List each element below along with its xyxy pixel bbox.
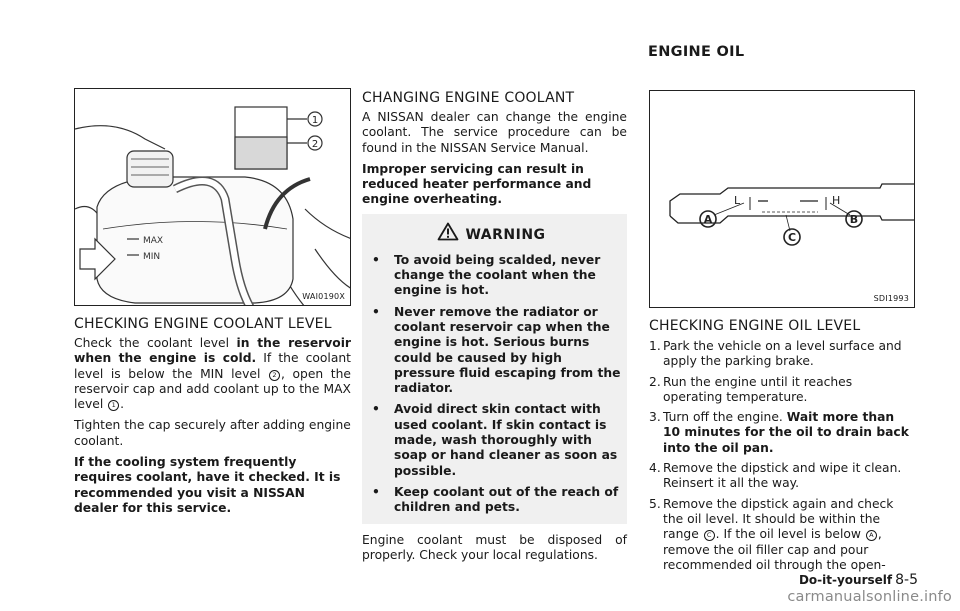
list-item: 1. Park the vehicle on a level surface and apply the parking brake. (649, 339, 902, 369)
warning-item: • Keep coolant out of the reach of children and pets. (372, 484, 619, 515)
dipstick-label-l: L (734, 194, 741, 207)
watermark: carmanualsonline.info (787, 589, 952, 605)
section-title: ENGINE OIL (648, 44, 745, 60)
warning-item: • To avoid being scalded, never change the coolant when the engine is hot. (372, 252, 601, 298)
paragraph-bold: Improper servicing can result in reduced heater performance and engine overheating. (362, 161, 592, 207)
paragraph: A NISSAN dealer can change the engine coolant. The service procedure can be found in the NISSAN Service Manual. (362, 110, 627, 155)
paragraph: Engine coolant must be disposed of properly. Check your local regulations. (362, 532, 627, 562)
coolant-reservoir-illustration (75, 89, 351, 306)
changing-coolant-body (362, 110, 627, 569)
oil-level-steps (649, 339, 915, 578)
min-label: MIN (143, 252, 161, 262)
callout-b: B (849, 213, 859, 226)
figure-code: SDI1993 (873, 294, 909, 303)
list-item: 4. Remove the dipstick and wipe it clean. Reinsert it all the way. (649, 461, 902, 491)
page-number: 8-5 (895, 572, 918, 588)
callout-ref-2: 2 (269, 370, 280, 381)
paragraph: Check the coolant level in the reservoir when the engine is cold. If the coolant level is below the MIN level 2 , open the reservoir cap and add coolant up to the MAX level 1 . (74, 336, 351, 412)
callout-1: 1 (311, 115, 319, 126)
coolant-reservoir-figure (74, 88, 351, 306)
paragraph-bold: If the cooling system frequently requires coolant, have it checked. It is recommended you visit a NISSAN dealer for this service. (74, 455, 341, 515)
max-label: MAX (143, 236, 164, 246)
callout-a: A (703, 213, 713, 226)
warning-triangle-icon (437, 222, 459, 245)
callout-ref-a: A (866, 530, 877, 541)
heading-coolant-level: CHECKING ENGINE COOLANT LEVEL (74, 316, 332, 332)
callout-ref-1: 1 (108, 400, 119, 411)
list-item: 3. Turn off the engine. Wait more than 10 minutes for the oil to drain back into the oil pan. (649, 410, 909, 455)
warning-item: • Never remove the radiator or coolant reservoir cap when the engine is hot. Serious burns could be caused by high pressure fluid escaping from the radiator. (372, 304, 621, 396)
dipstick-label-h: H (832, 194, 841, 207)
warning-box (362, 214, 627, 524)
warning-item: • Avoid direct skin contact with used coolant. If skin contact is made, wash thoroughly with soap or hand cleaner as soon as possible. (372, 402, 618, 478)
figure-code: WAI0190X (302, 292, 345, 301)
warning-header: WARNING (362, 222, 621, 245)
list-item: 5. Remove the dipstick again and check the oil level. It should be within the range C . If the oil level is below A , remove the oil filler cap and pour recommended oil through the open- (649, 496, 894, 572)
page-footer: Do-it-yourself 8-5 (798, 572, 918, 588)
coolant-level-body (74, 336, 351, 522)
heading-oil-level: CHECKING ENGINE OIL LEVEL (649, 318, 861, 334)
dipstick-figure (649, 90, 915, 308)
dipstick-illustration (650, 91, 915, 308)
warning-list (362, 253, 621, 516)
callout-2: 2 (311, 139, 319, 150)
list-item: 2. Run the engine until it reaches operating temperature. (649, 374, 853, 404)
callout-ref-c: C (704, 530, 715, 541)
callout-c: C (787, 231, 797, 244)
heading-changing-coolant: CHANGING ENGINE COOLANT (362, 90, 575, 106)
paragraph: Tighten the cap securely after adding engine coolant. (74, 418, 351, 448)
